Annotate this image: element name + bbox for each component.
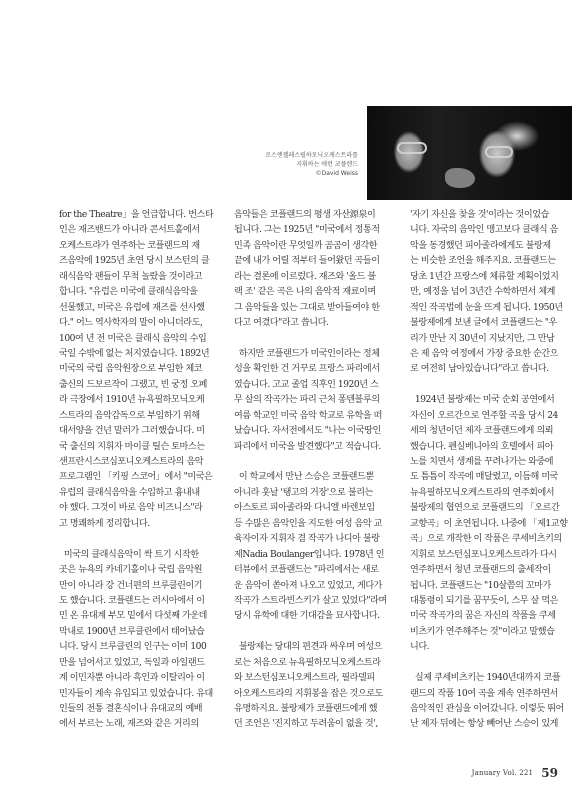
text-line: 아스토르 피아졸라와 다니엘 바렌보임 xyxy=(234,503,375,514)
text-line: 선물했고, 미국은 유럽에 재즈를 선사했 xyxy=(59,302,205,313)
text-line: 미국 작곡가의 꿈은 자신의 작품을 쿠세 xyxy=(410,611,556,622)
text-line: 래식음악 팬들이 무척 놀랐을 것이라고 xyxy=(59,271,203,282)
text-line: 지휘로 보스턴심포니오케스트라가 다시 xyxy=(410,549,557,560)
text-line: 미국의 클래식음악이 싹 트기 시작한 xyxy=(59,549,199,560)
text-line: 인들의 전통 결혼식이나 유대교의 예배 xyxy=(59,704,203,714)
text-line: 민족 음악이란 무엇일까 곰곰이 생각한 xyxy=(234,240,378,251)
text-line: 유럽의 클래식음악을 수입하고 흉내내 xyxy=(59,487,200,498)
text-line: 파리에서 미국을 발견했다"고 적습니다. xyxy=(234,441,381,452)
text-line: 유명하지요. 불랑제가 코플랜드에게 했 xyxy=(234,704,378,714)
text-line xyxy=(234,455,392,470)
text-line: for the Theatre」을 언급합니다. 번스타 xyxy=(59,210,214,220)
text-line: 계 이민자뿐 아니라 흑인과 이탈리아 이 xyxy=(59,673,205,684)
text-line: 악을 동경했던 피아졸라에게도 불랑제 xyxy=(410,240,551,251)
text-line: 니다. 자국의 음악인 맹고보다 클래식 음 xyxy=(410,225,558,236)
text-line: 연주하면서 청년 코플랜드의 출세작이 xyxy=(410,565,551,576)
text-line: 대서양을 건넌 말러가 그러했습니다. 미 xyxy=(59,426,205,437)
text-line: 만, 예정을 넘어 3년간 수학하면서 체계 xyxy=(410,287,555,298)
text-line: 다." 어느 역사학자의 말이 아니더라도, xyxy=(59,318,203,329)
text-line: 에서 부르는 노래, 재즈와 같은 거리의 xyxy=(59,719,199,730)
text-line: '자기 자신을 찾을 것'이라는 것이었습 xyxy=(410,210,549,220)
hand-shape xyxy=(445,168,475,188)
text-line: 불랑제에게 보낸 글에서 코플랜드는 "우 xyxy=(410,318,557,329)
text-line: 니다. 당시 브루클린의 인구는 이미 100 xyxy=(59,642,207,653)
text-line xyxy=(59,532,217,547)
text-line: 도 했습니다. 코플랜드는 러시아에서 이 xyxy=(59,595,205,606)
text-line: 아오케스트라의 지휘봉을 잡은 것으로도 xyxy=(234,688,384,699)
text-line: 됩니다. 그는 1925년 "미국에서 정통적 xyxy=(234,225,380,236)
text-line: 도 틈틈이 작곡에 매달렸고, 이듬해 미국 xyxy=(410,472,558,483)
text-line: 무 살의 작곡가는 파리 근처 퐁텐블루의 xyxy=(234,395,380,406)
text-line: 성을 확인한 건 거꾸로 프랑스 파리에서 xyxy=(234,364,380,375)
conductor-photo xyxy=(367,106,572,200)
text-line: 고 명쾌하게 정리합니다. xyxy=(59,518,150,529)
text-line: 끝에 내가 어릴 적부터 들어왔던 곡들이 xyxy=(234,256,380,267)
glasses-highlight-left xyxy=(397,142,427,154)
text-line: 다고 여겼다"라고 씁니다. xyxy=(234,318,329,329)
text-line: 야 했다. 그것이 바로 음악 비즈니스"라 xyxy=(59,503,203,514)
text-line: 노를 치면서 생계를 꾸려나가는 와중에 xyxy=(410,457,554,467)
text-line: 됩니다. 코플랜드는 "10살쯤의 꼬마가 xyxy=(410,580,551,591)
text-line: 적인 작곡법에 눈을 뜨게 됩니다. 1950년 xyxy=(410,302,563,313)
text-line: 은 제 음악 여정에서 가장 중요한 순간으 xyxy=(410,348,558,359)
text-line: 랙 조' 같은 곡은 나의 음악적 재료이며 xyxy=(234,287,376,298)
text-line: 그 음악들을 있는 그대로 받아들여야 한 xyxy=(234,302,380,313)
caption-line: 로스앤젤레스필하모닉오케스트라를 xyxy=(265,152,358,159)
text-line: 육자이자 지휘자 겸 작곡가 나디아 불랑 xyxy=(234,534,380,545)
text-line: 리가 만난 지 30년이 지났지만, 그 만남 xyxy=(410,333,555,344)
text-line: 여름 학교인 미국 음악 학교로 유학을 떠 xyxy=(234,410,382,421)
text-line: 교향곡」이 초연됩니다. 나중에 「제1교향 xyxy=(410,518,568,529)
issue-label: January Vol. 221 xyxy=(471,769,534,777)
text-line: 인은 재즈밴드가 아니라 콘서트홀에서 xyxy=(59,225,200,236)
text-line: 하지만 코플랜드가 미국인이라는 정체 xyxy=(234,348,380,359)
text-line: 곡」으로 개작한 이 작품은 쿠세비츠키의 xyxy=(410,534,562,545)
text-line: 던 조언은 '진지하고 두려움이 없을 것', xyxy=(234,719,378,730)
text-line xyxy=(410,656,568,671)
text-line: 민자들이 계속 유입되고 있었습니다. 유대 xyxy=(59,688,213,699)
text-line: 1924년 불랑제는 미국 순회 공연에서 xyxy=(410,395,555,406)
text-line: 당초 1년간 프랑스에 체류할 계획이었지 xyxy=(410,271,559,282)
text-line: 민 온 유대계 부모 밑에서 다섯째 가운데 xyxy=(59,611,207,622)
text-line: 100여 년 전 미국은 클래식 음악의 수입 xyxy=(59,333,207,344)
text-line: 니다. xyxy=(410,642,430,653)
text-line: 합니다. "유럽은 미국에 클래식음악을 xyxy=(59,287,198,298)
photo-credit: ©David Weiss xyxy=(315,170,358,177)
text-line: 로 여전히 남아있습니다"라고 씁니다. xyxy=(410,364,549,375)
text-line: 불랑제는 당대의 편견과 싸우며 여성으 xyxy=(234,642,382,653)
text-column-2 xyxy=(234,208,392,733)
text-line xyxy=(234,625,392,640)
text-line: 났습니다. 자서전에서도 "나는 이국땅인 xyxy=(234,426,381,437)
text-line: 만을 넘어서고 있었고, 독일과 아일랜드 xyxy=(59,657,205,668)
text-line: 했습니다. 펜실베니아의 호텔에서 피아 xyxy=(410,441,554,452)
text-column-1 xyxy=(59,208,217,733)
text-line: 터뷰에서 코플랜드는 "파리에서는 새로 xyxy=(234,565,379,576)
text-line: 는 비슷한 조언을 해주지요. 코플랜드는 xyxy=(410,256,556,267)
text-line: 라는 결론에 이르렀다. 재즈와 '올드 블 xyxy=(234,271,376,282)
text-line: 국일 수밖에 없는 처지였습니다. 1892년 xyxy=(59,348,210,359)
text-line: 작곡가 스트라빈스키가 살고 있었다"라며 xyxy=(234,595,387,606)
text-line: 당시 유학에 대한 기대감을 묘사합니다. xyxy=(234,611,380,622)
text-line: 실제 쿠세비츠키는 1940년대까지 코플 xyxy=(410,673,561,684)
text-line: 스트라의 음악감독으로 부임하기 위해 xyxy=(59,410,200,421)
photo-caption xyxy=(258,151,358,178)
text-line: 랜드의 작품 10여 곡을 계속 연주하면서 xyxy=(410,688,558,699)
text-line: 음악적인 관심을 이어갔니다. 이렇듯 뛰어 xyxy=(410,704,564,714)
text-line xyxy=(234,332,392,347)
text-line: 라 극장에서 1910년 뉴욕필하모닉오케 xyxy=(59,395,205,406)
text-line: 등 수많은 음악인을 지도한 여성 음악 교 xyxy=(234,518,382,529)
text-line: 자신이 오르간으로 연주할 곡을 당시 24 xyxy=(410,410,558,421)
text-line: 막내로 1900년 브루클린에서 태어났습 xyxy=(59,626,205,637)
text-line: 미국의 국립 음악원장으로 부임한 체코 xyxy=(59,364,203,375)
text-line: 였습니다. 고교 졸업 직후인 1920년 스 xyxy=(234,379,379,390)
text-line: 뉴욕필하모닉오케스트라의 연주회에서 xyxy=(410,487,555,498)
text-line: 비츠키가 연주해주는 것"이라고 말했습 xyxy=(410,626,555,637)
text-line: 이 학교에서 만난 스승은 코플랜드뿐 xyxy=(234,472,374,483)
text-line xyxy=(410,378,568,393)
page-number: 59 xyxy=(541,766,558,780)
text-line: 대통령이 되기를 꿈꾸듯이, 스무 살 먹은 xyxy=(410,595,558,606)
text-line: 샌프란시스코심포니오케스트라의 음악 xyxy=(59,457,204,467)
text-line: 만이 아니라 강 건너편의 브루클린이기 xyxy=(59,580,203,591)
text-line: 아니라 훗날 '탱고의 거장'으로 불리는 xyxy=(234,487,373,498)
text-line: 로는 처음으로 뉴욕필하모닉오케스트라 xyxy=(234,657,381,668)
caption-line: 지휘하는 애런 코플랜드 xyxy=(296,161,358,168)
text-line: 국 출신의 지휘자 마이클 틸슨 토마스는 xyxy=(59,441,205,452)
text-column-3 xyxy=(410,208,568,733)
text-line: 불랑제의 협연으로 코플랜드의 「오르간 xyxy=(410,503,560,514)
text-line: 난 제자 뒤에는 항상 빼어난 스승이 있게 xyxy=(410,719,558,730)
text-line: 세의 청년이던 제자 코플랜드에게 의뢰 xyxy=(410,426,554,437)
text-line: 즈음악에 1925년 초연 당시 보스턴의 클 xyxy=(59,256,210,267)
glasses-highlight-right xyxy=(485,146,513,158)
text-line: 오케스트라가 연주하는 코플랜드의 재 xyxy=(59,240,200,251)
text-line: 출신의 드보르작이 그랬고, 빈 궁정 오페 xyxy=(59,379,207,390)
text-line: 음악들은 코플랜드의 평생 자산源泉이 xyxy=(234,210,376,220)
text-line: 와 보스턴심포니오케스트라, 필라델피 xyxy=(234,673,375,684)
text-line: 제Nadia Boulanger입니다. 1978년 인 xyxy=(234,549,385,560)
text-line: 운 음악이 쏟아져 나오고 있었고, 게다가 xyxy=(234,580,382,591)
page-footer xyxy=(472,762,558,781)
text-line: 곳은 뉴욕의 카네기홀이나 국립 음악원 xyxy=(59,565,203,576)
text-line: 프로그램인 「키핑 스코어」에서 "미국은 xyxy=(59,472,213,483)
